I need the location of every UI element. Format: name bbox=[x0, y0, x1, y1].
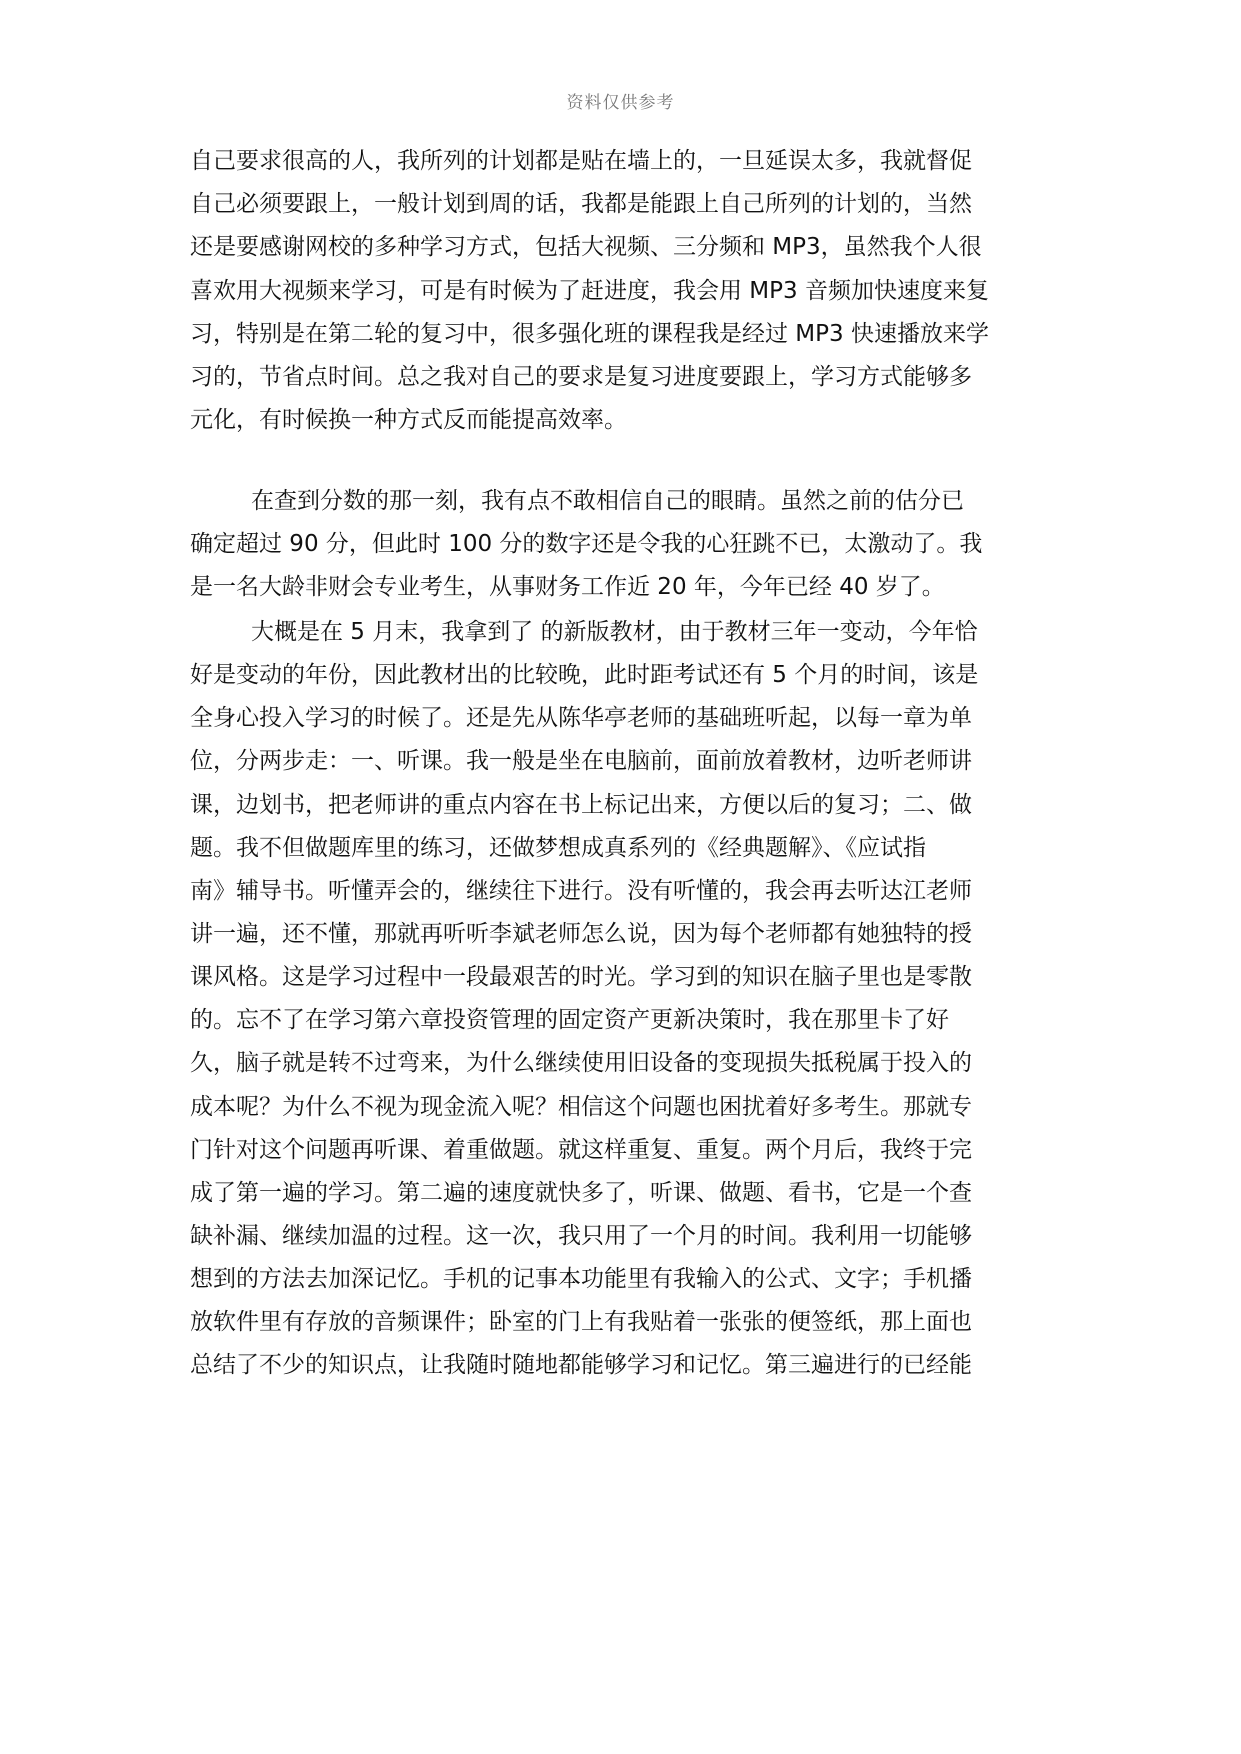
paragraph-3-line-1: 大概是在 5 月末，我拿到了 的新版教材，由于教材三年一变动，今年恰 bbox=[251, 619, 978, 645]
paragraph-3-line-3: 全身心投入学习的时候了。还是先从陈华亭老师的基础班听起，以每一章为单 bbox=[190, 705, 972, 731]
paragraph-3-line-18: 总结了不少的知识点，让我随时随地都能够学习和记忆。第三遍进行的已经能 bbox=[190, 1352, 972, 1378]
paragraph-1-line-5: 习，特别是在第二轮的复习中，很多强化班的课程我是经过 MP3 快速播放来学 bbox=[190, 321, 989, 347]
paragraph-3-line-9: 课风格。这是学习过程中一段最艰苦的时光。学习到的知识在脑子里也是零散 bbox=[190, 964, 972, 990]
paragraph-1-line-4: 喜欢用大视频来学习，可是有时候为了赶进度，我会用 MP3 音频加快速度来复 bbox=[190, 278, 989, 304]
paragraph-2-line-1: 在查到分数的那一刻，我有点不敢相信自己的眼睛。虽然之前的估分已 bbox=[251, 488, 964, 514]
paragraph-1-line-7: 元化，有时候换一种方式反而能提高效率。 bbox=[190, 407, 627, 433]
paragraph-3-line-15: 缺补漏、继续加温的过程。这一次，我只用了一个月的时间。我利用一切能够 bbox=[190, 1223, 972, 1249]
page-header: 资料仅供参考 bbox=[566, 93, 675, 113]
paragraph-3-line-17: 放软件里有存放的音频课件；卧室的门上有我贴着一张张的便签纸，那上面也 bbox=[190, 1309, 972, 1335]
paragraph-1-line-6: 习的，节省点时间。总之我对自己的要求是复习进度要跟上，学习方式能够多 bbox=[190, 364, 972, 390]
paragraph-3-line-7: 南》辅导书。听懂弄会的，继续往下进行。没有听懂的，我会再去听达江老师 bbox=[190, 878, 972, 904]
paragraph-3-line-14: 成了第一遍的学习。第二遍的速度就快多了，听课、做题、看书，它是一个查 bbox=[190, 1180, 972, 1206]
paragraph-1-line-3: 还是要感谢网校的多种学习方式，包括大视频、三分频和 MP3，虽然我个人很 bbox=[190, 234, 982, 260]
paragraph-3-line-10: 的。忘不了在学习第六章投资管理的固定资产更新决策时，我在那里卡了好 bbox=[190, 1007, 949, 1033]
paragraph-3-line-13: 门针对这个问题再听课、着重做题。就这样重复、重复。两个月后，我终于完 bbox=[190, 1137, 972, 1163]
paragraph-1-line-2: 自己必须要跟上，一般计划到周的话，我都是能跟上自己所列的计划的，当然 bbox=[190, 191, 972, 217]
paragraph-3-line-8: 讲一遍，还不懂，那就再听听李斌老师怎么说，因为每个老师都有她独特的授 bbox=[190, 921, 972, 947]
paragraph-3-line-4: 位，分两步走：一、听课。我一般是坐在电脑前，面前放着教材，边听老师讲 bbox=[190, 748, 972, 774]
paragraph-2-line-3: 是一名大龄非财会专业考生，从事财务工作近 20 年，今年已经 40 岁了。 bbox=[190, 574, 945, 600]
paragraph-3-line-16: 想到的方法去加深记忆。手机的记事本功能里有我输入的公式、文字；手机播 bbox=[190, 1266, 972, 1292]
paragraph-3-line-11: 久，脑子就是转不过弯来，为什么继续使用旧设备的变现损失抵税属于投入的 bbox=[190, 1050, 972, 1076]
paragraph-3-line-2: 好是变动的年份，因此教材出的比较晚，此时距考试还有 5 个月的时间，该是 bbox=[190, 662, 979, 688]
paragraph-1-line-1: 自己要求很高的人，我所列的计划都是贴在墙上的，一旦延误太多，我就督促 bbox=[190, 148, 972, 174]
paragraph-2-line-2: 确定超过 90 分，但此时 100 分的数字还是令我的心狂跳不已，太激动了。我 bbox=[190, 531, 983, 557]
paragraph-3-line-5: 课，边划书，把老师讲的重点内容在书上标记出来，方便以后的复习；二、做 bbox=[190, 792, 972, 818]
paragraph-3-line-6: 题。我不但做题库里的练习，还做梦想成真系列的《经典题解》、《应试指 bbox=[190, 835, 926, 861]
paragraph-3-line-12: 成本呢？为什么不视为现金流入呢？相信这个问题也困扰着好多考生。那就专 bbox=[190, 1094, 972, 1120]
